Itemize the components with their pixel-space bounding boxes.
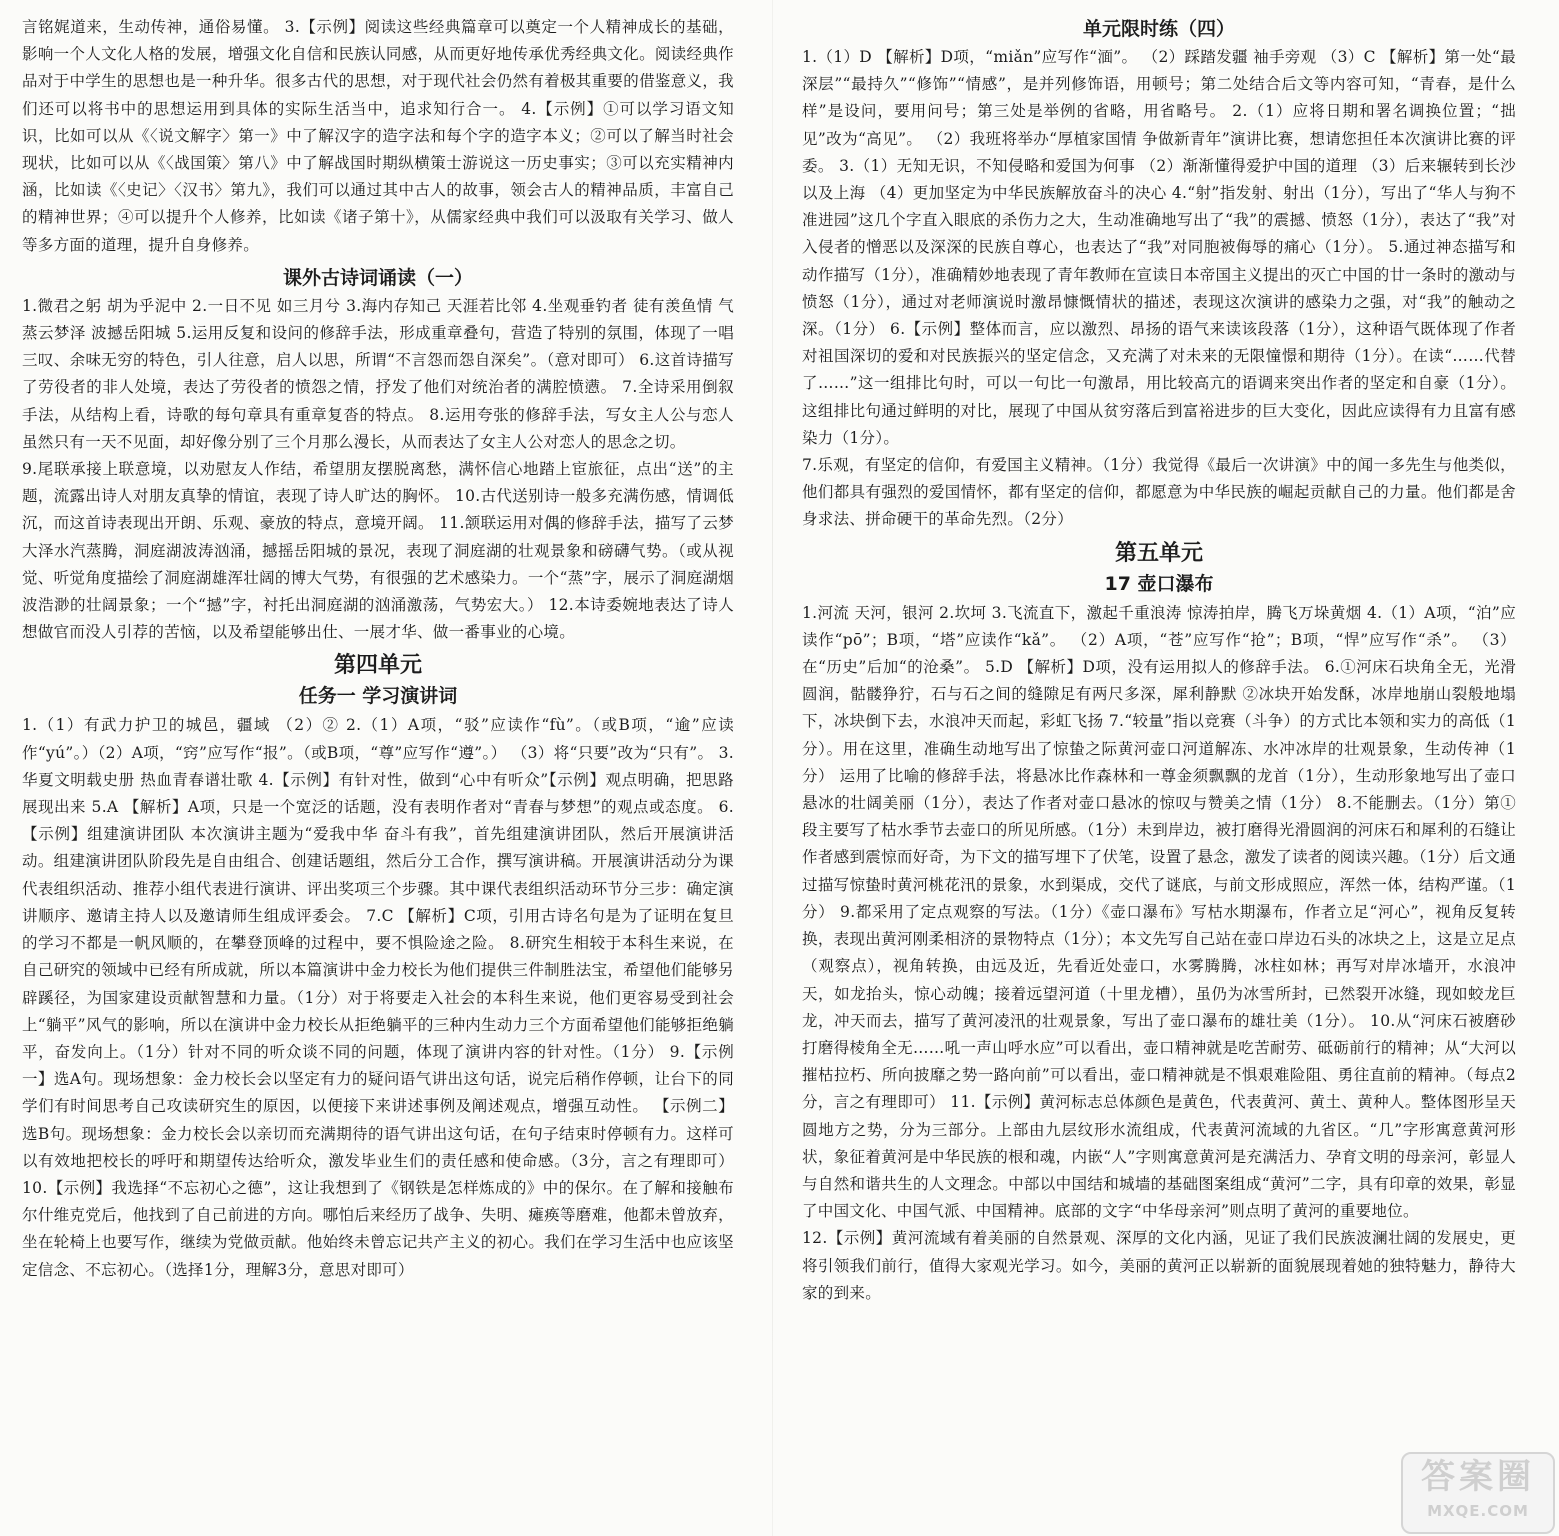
task-heading-speech: 任务一 学习演讲词 (298, 685, 458, 708)
answer-paragraph: 1.（1）D 【解析】D项，“miǎn”应写作“湎”。 （2）踩踏发疆 袖手旁观 （3）C 【解析】第一处“最深层”“最持久”“修饰”“情感”，是并列修饰语，用顿号；第二处结合后文等内容可知，“青春，是什么样”是设问，要用问号；第三处是举例的省略，用省略号。 2.（1）应将日期和署名调换位置；“拙见”改为“高见”。 （2）我班将举办“厚植家国情 争做新青年”演讲比赛，想请您担任本次演讲比赛的评委。 3.（1）无知无识，不知侵略和爱国为何事 （2）渐渐懂得爱护中国的道理 （3）后来辗转到长沙以及上海 （4）更加坚定为中华民族解放奋斗的决心 4.“射”指发射、射出（1分），写出了“华人与狗不准进园”这几个字直入眼底的杀伤力之大，生动准确地写出了“我”的震撼、愤怒（1分），表达了“我”对入侵者的憎恶以及深深的民族自尊心，也表达了“我”对同胞被侮辱的痛心（1分）。 5.通过神态描写和动作描写（1分），准确精妙地表现了青年教师在宣读日本帝国主义提出的灭亡中国的廿一条时的激动与愤怒（1分），通过对老师演说时激昂慷慨情状的描述，表现这次演讲的感染力之强，对“我”的触动之深。（1分） 6.【示例】整体而言，应以激烈、昂扬的语气来读该段落（1分），这种语气既体现了作者对祖国深切的爱和对民族振兴的坚定信念，又充满了对未来的无限憧憬和期待（1分）。在读“……代替了……”这一组排比句时，可以一句比一句激昂，用比较高亢的语调来突出作者的坚定和自豪（1分）。这组排比句通过鲜明的对比，展现了中国从贫穷落后到富裕进步的巨大变化，因此应读得有力且富有感染力（1分）。 (802, 48, 1516, 447)
left-column (22, 14, 734, 1284)
answer-paragraph: 言铭娓道来，生动传神，通俗易懂。 3.【示例】阅读这些经典篇章可以奠定一个人精神成长的基础，影响一个人文化人格的发展，增强文化自信和民族认同感，从而更好地传承优秀经典文化。阅读经典作品对于中学生的思想也是一种升华。很多古代的思想，对于现代社会仍然有着极其重要的借鉴意义，我们还可以将书中的思想运用到具体的实际生活当中，追求知行合一。 4.【示例】①可以学习语文知识，比如可以从《〈说文解字〉第一》中了解汉字的造字法和每个字的造字本义；②可以了解当时社会现状，比如可以从《〈战国策〉第八》中了解战国时期纵横策士游说这一历史事实；③可以充实精神内涵，比如读《〈史记〉〈汉书〉第九》，我们可以通过其中古人的故事，领会古人的精神品质，丰富自己的精神世界；④可以提升个人修养，比如读《诸子第十》，从儒家经典中我们可以汲取有关学习、做人等多方面的道理，提升自身修养。 (22, 18, 734, 254)
watermark-logo (1401, 1452, 1555, 1534)
answer-paragraph: 1.微君之躬 胡为乎泥中 2.一日不见 如三月兮 3.海内存知己 天涯若比邻 4.坐观垂钓者 徒有羡鱼情 气蒸云梦泽 波撼岳阳城 5.运用反复和设问的修辞手法，形成重章叠句，营造了特别的氛围，体现了一唱三叹、余味无穷的特色，引人往意，启人以思，所谓“不言怨而怨自深矣”。（意对即可） 6.这首诗描写了劳役者的非人处境，表达了劳役者的愤怨之情，抒发了他们对统治者的满腔愤懑。 7.全诗采用倒叙手法，从结构上看，诗歌的每句章具有重章复沓的特点。 8.运用夸张的修辞手法，写女主人公与恋人虽然只有一天不见面，却好像分别了三个月那么漫长，从而表达了女主人公对恋人的思念之切。 (22, 296, 734, 451)
column-divider (772, 0, 773, 1536)
answer-paragraph: 9.尾联承接上联意境，以劝慰友人作结，希望朋友摆脱离愁，满怀信心地踏上宦旅征，点出“送”的主题，流露出诗人对朋友真挚的情谊，表现了诗人旷达的胸怀。 10.古代送别诗一般多充满伤感，情调低沉，而这首诗表现出开朗、乐观、豪放的特点，意境开阔。 11.颔联运用对偶的修辞手法，描写了云梦大泽水汽蒸腾，洞庭湖波涛汹涌，撼摇岳阳城的景况，表现了洞庭湖的壮观景象和磅礴气势。（或从视觉、听觉角度描绘了洞庭湖雄浑壮阔的博大气势，有很强的艺术感染力。一个“蒸”字，展示了洞庭湖烟波浩渺的壮阔景象；一个“撼”字，衬托出洞庭湖的汹涌激荡，气势宏大。） 12.本诗委婉地表达了诗人想做官而没人引荐的苦恼，以及希望能够出仕、一展才华、做一番事业的心境。 (22, 460, 734, 642)
watermark-title: 答案圈 (1421, 1457, 1535, 1497)
unit-heading-4: 第四单元 (333, 653, 422, 679)
answer-paragraph: 7.乐观，有坚定的信仰，有爱国主义精神。（1分）我觉得《最后一次讲演》中的闻一多先生与他类似，他们都具有强烈的爱国情怀，都有坚定的信仰，都愿意为中华民族的崛起贡献自己的力量。他们都是舍身求法、拼命硬干的革命先烈。（2分） (802, 456, 1516, 529)
right-column (802, 14, 1516, 1307)
watermark-url: MXQE.COM (1427, 1502, 1529, 1520)
section-heading-ancient-poetry: 课外古诗词诵读（一） (282, 266, 473, 289)
lesson-heading-17: 17 壶口瀑布 (1104, 572, 1214, 595)
answer-paragraph: 12.【示例】黄河流域有着美丽的自然景观、深厚的文化内涵，见证了我们民族波澜壮阔的发展史，更将引领我们前行，值得大家观光学习。如今，美丽的黄河正以崭新的面貌展现着她的独特魅力，静待大家的到来。 (802, 1229, 1516, 1302)
unit-heading-5: 第五单元 (1114, 540, 1203, 566)
section-heading-unit-drill-4: 单元限时练（四） (1082, 18, 1235, 40)
answer-paragraph: 1.（1）有武力护卫的城邑，疆域 （2）② 2.（1）A项，“驳”应读作“fù”。（或B项，“逾”应读作“yú”。）（2）A项，“窍”应写作“报”。（或B项，“尊”应写作“遵”。） （3）将“只要”改为“只有”。 3.华夏文明载史册 热血青春谱壮歌 4.【示例】有针对性，做到“心中有听众”【示例】观点明确，把思路展现出来 5.A 【解析】A项，只是一个宽泛的话题，没有表明作者对“青春与梦想”的观点或态度。 6.【示例】组建演讲团队 本次演讲主题为“爱我中华 奋斗有我”，首先组建演讲团队，然后开展演讲活动。组建演讲团队阶段先是自由组合、创建话题组，然后分工合作，撰写演讲稿。开展演讲活动分为课代表组织活动、推荐小组代表进行演讲、评出奖项三个步骤。其中课代表组织活动环节分三步：确定演讲顺序、邀请主持人以及邀请师生组成评委会。 7.C 【解析】C项，引用古诗名句是为了证明在复旦的学习不都是一帆风顺的，在攀登顶峰的过程中，要不惧险途之险。 8.研究生相较于本科生来说，在自己研究的领域中已经有所成就，所以本篇演讲中金力校长为他们提供三件制胜法宝，希望他们能够另辟蹊径，为国家建设贡献智慧和力量。（1分）对于将要走入社会的本科生来说，他们更容易受到社会上“躺平”风气的影响，所以在演讲中金力校长从拒绝躺平的三种内生动力三个方面希望他们能够拒绝躺平，奋发向上。（1分）针对不同的听众谈不同的问题，体现了演讲内容的针对性。（1分） 9.【示例一】选A句。现场想象：金力校长会以坚定有力的疑问语气讲出这句话，说完后稍作停顿，让台下的同学们有时间思考自己攻读研究生的原因，以便接下来讲述事例及阐述观点，增强互动性。 【示例二】选B句。现场想象：金力校长会以亲切而充满期待的语气讲出这句话，在句子结束时停顿有力。这样可以有效地把校长的呼吁和期望传达给听众，激发毕业生们的责任感和使命感。（3分，言之有理即可） 10.【示例】我选择“不忘初心之德”，这让我想到了《钢铁是怎样炼成的》中的保尔。在了解和接触布尔什维克党后，他找到了自己前进的方向。哪怕后来经历了战争、失明、瘫痪等磨难，他都未曾放弃，坐在轮椅上也要写作，继续为党做贡献。他始终未曾忘记共产主义的初心。我们在学习生活中也应该坚定信念、不忘初心。（选择1分，理解3分，意思对即可） (22, 716, 734, 1279)
answer-paragraph: 1.河流 天河，银河 2.坎坷 3.飞流直下，激起千重浪涛 惊涛拍岸，腾飞万垛黄烟 4.（1）A项，“泊”应读作“pō”；B项，“塔”应读作“kǎ”。 （2）A项，“苍”应写作“抢”；B项，“悍”应写作“杀”。 （3）在“历史”后加“的沧桑”。 5.D 【解析】D项，没有运用拟人的修辞手法。 6.①河床石块角全无，光滑圆润，骷髅狰狞，石与石之间的缝隙足有两尺多深，犀利静默 ②冰块开始发酥，冰岸地崩山裂般地塌下，冰块倒下去，水浪冲天而起，彩虹飞扬 7.“较量”指以竞赛（斗争）的方式比本领和实力的高低（1分）。用在这里，准确生动地写出了惊蛰之际黄河壶口河道解冻、水冲冰岸的壮观景象，生动传神（1分） 运用了比喻的修辞手法，将悬冰比作森林和一尊金须飘飘的龙首（1分），生动形象地写出了壶口悬冰的壮阔美丽（1分），表达了作者对壶口悬冰的惊叹与赞美之情（1分） 8.不能删去。（1分）第①段主要写了枯水季节去壶口的所见所感。（1分）未到岸边，被打磨得光滑圆润的河床石和犀利的石缝让作者感到震惊而好奇，为下文的描写埋下了伏笔，设置了悬念，激发了读者的阅读兴趣。（1分）后文通过描写惊蛰时黄河桃花汛的景象，水到渠成，交代了谜底，与前文形成照应，浑然一体，结构严谨。（1分） 9.都采用了定点观察的写法。（1分）《壶口瀑布》写枯水期瀑布，作者立足“河心”，视角反复转换，表现出黄河刚柔相济的景物特点（1分）；本文先写自己站在壶口岸边石头的冰块之上，这是立足点（观察点），视角转换，由远及近，先看近处壶口，水雾腾腾，冰柱如林；再写对岸冰墙开，水浪冲天，如龙抬头，惊心动魄；接着远望河道（十里龙槽），虽仍为冰雪所封，已然裂开冰缝，现如蛟龙巨龙，冲天而去，描写了黄河凌汛的壮观景象，写出了壶口瀑布的雄壮美（1分）。 10.从“河床石被磨砂打磨得棱角全无……吼一声山呼水应”可以看出，壶口精神就是吃苦耐劳、砥砺前行的精神；从“大河以摧枯拉朽、所向披靡之势一路向前”可以看出，壶口精神就是不惧艰难险阻、勇往直前的精神。（每点2分，言之有理即可） 11.【示例】黄河标志总体颜色是黄色，代表黄河、黄土、黄种人。整体图形呈天圆地方之势，分为三部分。上部由九层纹形水流组成，代表黄河流域的九省区。“几”字形寓意黄河形状，象征着黄河是中华民族的根和魂，内嵌“人”字则寓意黄河是充满活力、孕育文明的母亲河，彰显人与自然和谐共生的人文理念。中部以中国结和城墙的基础图案组成“黄河”二字，具有印章的效果，彰显了中国文化、中国气派、中国精神。底部的文字“中华母亲河”则点明了黄河的重要地位。 (802, 603, 1516, 1221)
